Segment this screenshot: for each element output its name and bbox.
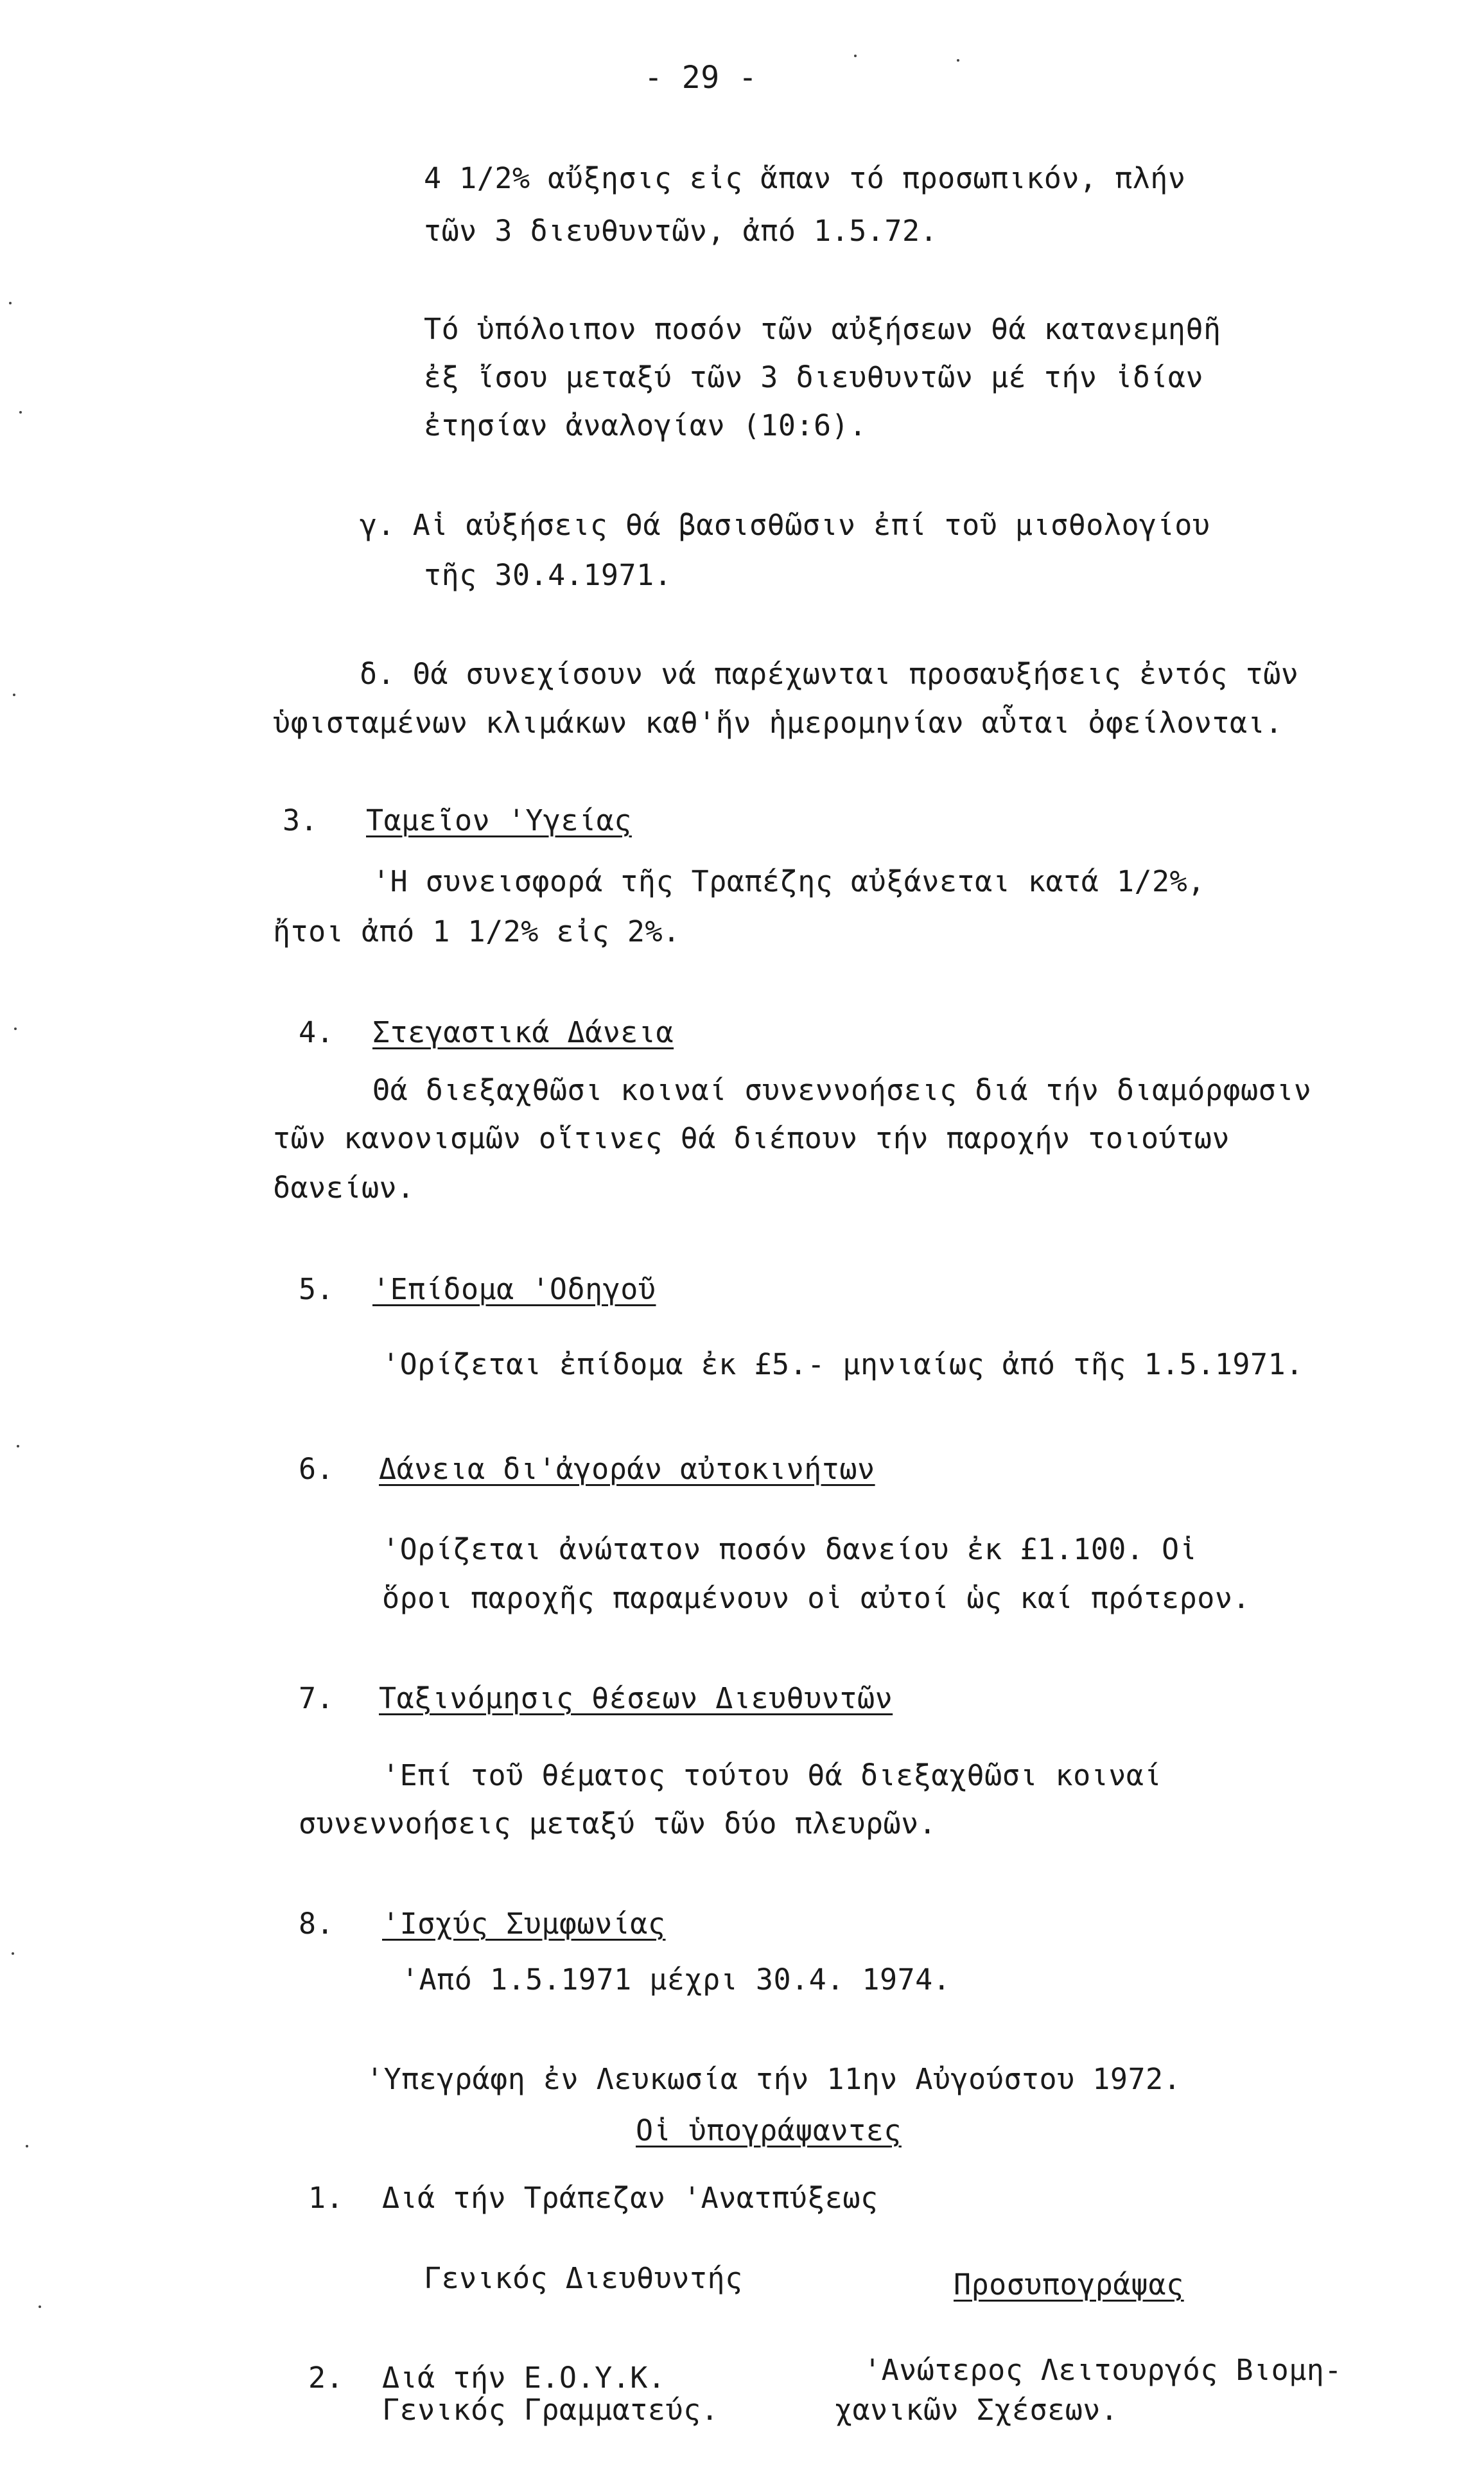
section-title: Ταμεῖον 'Υγείας [366,803,632,837]
signatory-line: Διά τήν Τράπεζαν 'Ανατπύξεως [382,2181,878,2215]
text-line: ἐξ ἴσου μεταξύ τῶν 3 διευθυντῶν μέ τήν ἰδίαν [424,360,1204,394]
signatory-title: Γενικός Διευθυντής [424,2261,743,2295]
scan-speck [957,59,959,62]
scan-speck [26,2145,28,2147]
text-line: ἤτοι ἀπό 1 1/2% εἰς 2%. [273,914,681,949]
text-line: συνεννοήσεις μεταξύ τῶν δύο πλευρῶν. [299,1806,937,1841]
signatory-number: 2. [308,2361,344,2395]
section-number: 7. [299,1681,335,1715]
scan-speck [9,302,12,304]
section-title: 'Επίδομα 'Οδηγοῦ [372,1272,656,1306]
section-title: 'Ισχύς Συμφωνίας [382,1907,666,1941]
signatory-line: Διά τήν Ε.Ο.Υ.Κ. [382,2361,666,2395]
countersign-heading: Προσυπογράψας [954,2268,1184,2302]
scan-speck [17,1445,19,1447]
text-line: τῶν κανονισμῶν οἵτινες θά διέπουν τήν παροχήν τοιούτων [273,1121,1230,1155]
scan-speck [854,55,857,57]
section-number: 6. [299,1452,335,1486]
section-number: 8. [299,1907,335,1941]
signatory-number: 1. [308,2181,344,2215]
text-line: ὅροι παροχῆς παραμένουν οἱ αὐτοί ὡς καί πρότερον. [382,1581,1251,1615]
scan-speck [39,2305,41,2308]
text-line: 'Από 1.5.1971 μέχρι 30.4. 1974. [401,1963,951,1997]
section-number: 4. [299,1015,335,1049]
section-title: Ταξινόμησις θέσεων Διευθυντῶν [379,1681,893,1715]
signing-statement: 'Υπεγράφη ἐν Λευκωσία τήν 11ην Αὐγούστου 1972. [366,2062,1182,2096]
scan-speck [14,1028,17,1030]
page-number: - 29 - [644,60,758,96]
section-number: 5. [299,1272,335,1306]
text-line: Τό ὑπόλοιπον ποσόν τῶν αὐξήσεων θά κατανεμηθῆ [424,312,1221,346]
section-number: 3. [283,803,319,837]
text-line: δ. Θά συνεχίσουν νά παρέχωνται προσαυξήσεις ἐντός τῶν [360,657,1299,691]
text-line: 'Η συνεισφορά τῆς Τραπέζης αὐξάνεται κατά 1/2%, [372,864,1205,898]
text-line: ἐτησίαν ἀναλογίαν (10:6). [424,408,867,442]
text-line: τῶν 3 διευθυντῶν, ἀπό 1.5.72. [424,214,938,248]
text-line: τῆς 30.4.1971. [424,558,672,592]
text-line: 'Επί τοῦ θέματος τούτου θά διεξαχθῶσι κοιναί [382,1758,1162,1792]
text-line: Θά διεξαχθῶσι κοιναί συνεννοήσεις διά τήν διαμόρφωσιν [372,1073,1312,1107]
text-line: 4 1/2% αὔξησις εἰς ἅπαν τό προσωπικόν, πλήν [424,161,1186,195]
section-title: Στεγαστικά Δάνεια [372,1015,674,1049]
signatories-heading: Οἱ ὑπογράψαντες [636,2113,902,2147]
scan-speck [12,1952,14,1955]
text-line: ὑφισταμένων κλιμάκων καθ'ἥν ἡμερομηνίαν αὗται ὀφείλονται. [273,706,1283,740]
scan-speck [13,694,15,696]
signatory-title: χανικῶν Σχέσεων. [835,2393,1119,2427]
section-title: Δάνεια δι'ἀγοράν αὐτοκινήτων [379,1452,875,1486]
scan-speck [19,411,22,414]
signatory-line: Γενικός Γραμματεύς. [382,2393,719,2427]
text-line: 'Ορίζεται ἐπίδομα ἐκ £5.- μηνιαίως ἀπό τῆς 1.5.1971. [382,1347,1304,1381]
signatory-title: 'Ανώτερος Λειτουργός Βιομη- [864,2353,1342,2387]
text-line: 'Ορίζεται ἀνώτατον ποσόν δανείου ἐκ £1.100. Οἱ [382,1532,1198,1566]
text-line: γ. Αἱ αὐξήσεις θά βασισθῶσιν ἐπί τοῦ μισθολογίου [360,508,1210,542]
text-line: δανείων. [273,1171,415,1205]
